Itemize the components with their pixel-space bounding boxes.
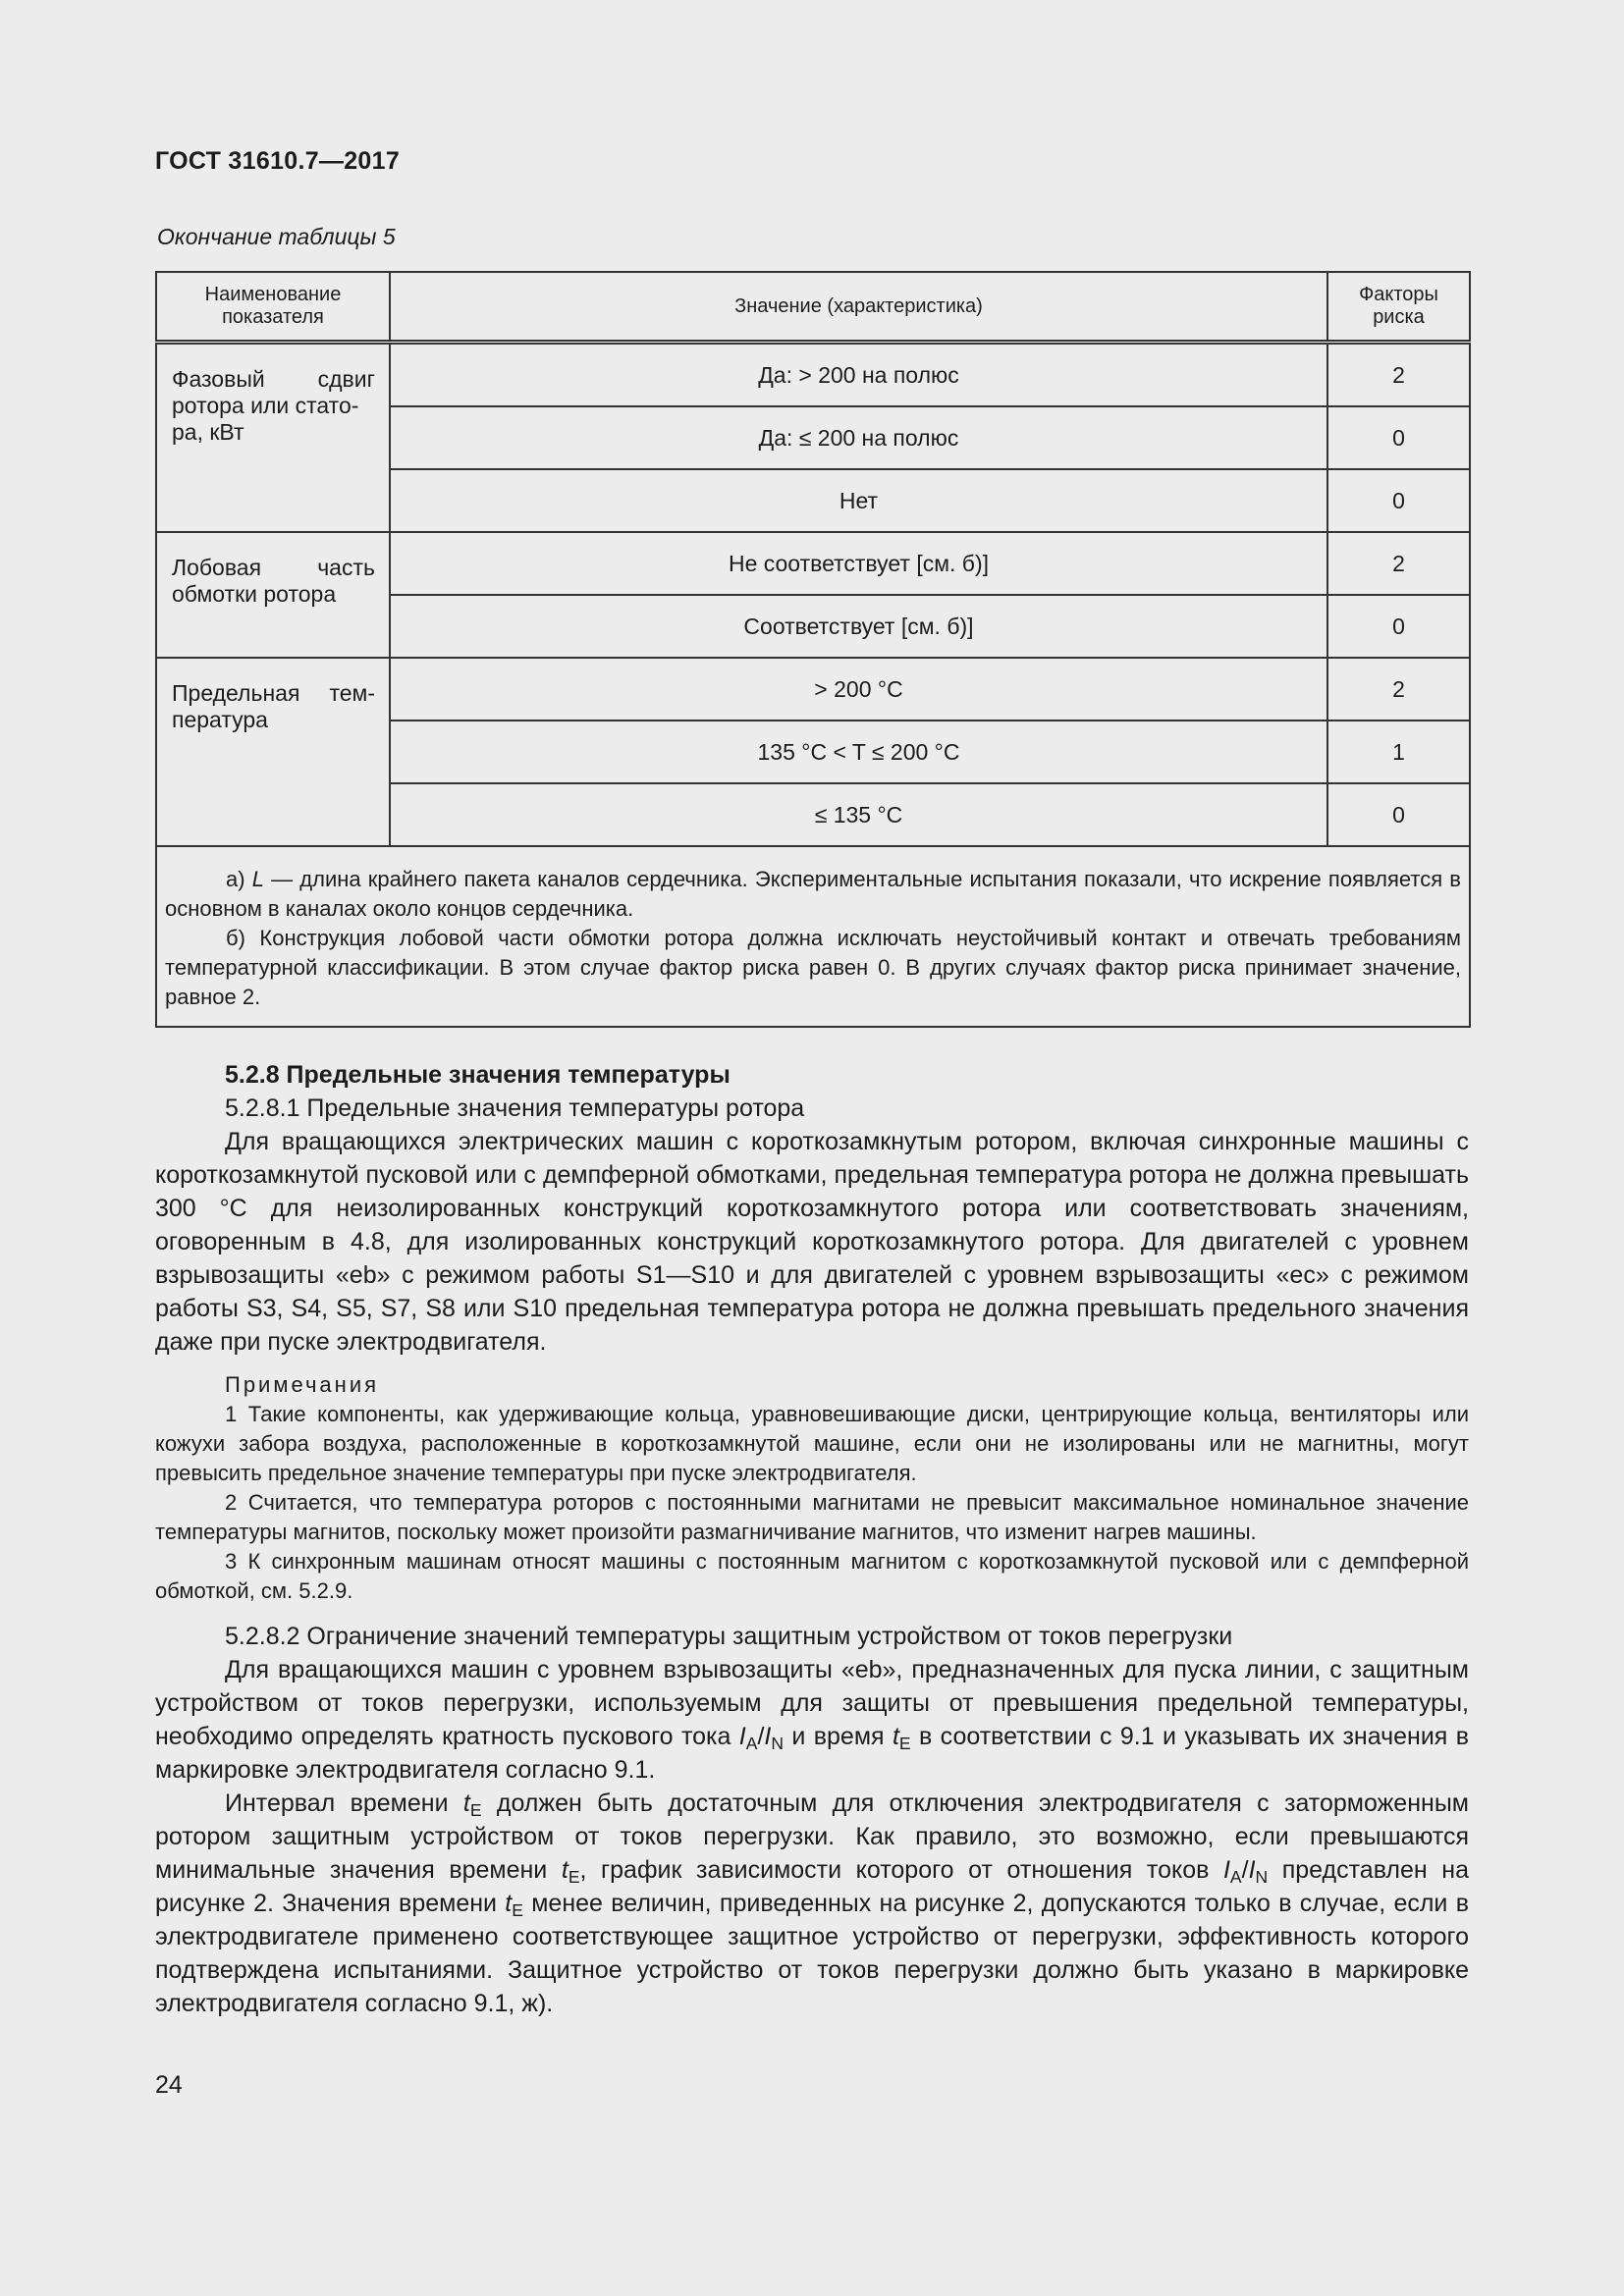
notes-block <box>155 1370 1469 1606</box>
risk-factor: 1 <box>1327 721 1470 783</box>
param-value: Нет <box>390 469 1327 532</box>
header-risk: Факторы риска <box>1327 272 1470 343</box>
table-caption: Окончание таблицы 5 <box>157 224 396 249</box>
risk-factor: 0 <box>1327 406 1470 469</box>
notes-title: Примечания <box>225 1372 380 1397</box>
table-notes <box>156 846 1470 1027</box>
table-5 <box>155 271 1471 1028</box>
paragraph: Интервал времени $t_E$ должен быть достаточным для отключения электродвигателя с заторможенным ротором защитным устройством от токов перегрузки. Как правило, это возможно, если превышаются минимальные значения времени $t_E$, график зависимости которого от отношения токов $I_A/I_N$ представлен на рисунке 2. Значения времени $t_E$ менее величин, приведенных на рисунке 2, допускаются только в случае, если в электродвигателе применено соответствующее защитное устройство от перегрузки, эффективность которого подтверждена испытаниями. Защитное устройство от токов перегрузки должно быть указано в маркировке электродвигателя согласно 9.1, ж). <box>155 1789 1469 2017</box>
param-value: 135 °C < T ≤ 200 °C <box>390 721 1327 783</box>
param-value: > 200 °C <box>390 658 1327 721</box>
risk-factor: 0 <box>1327 469 1470 532</box>
risk-factor: 0 <box>1327 783 1470 846</box>
table-row <box>156 532 1470 595</box>
note-item: 1 Такие компоненты, как удерживающие кольца, уравновешивающие диски, центрирующие кольца, вентиляторы или кожухи забора воздуха, расположенные в короткозамкнутой машине, если они не изолированы или не магнитны, могут превысить предельное значение температуры при пуске электродвигателя. <box>155 1402 1469 1485</box>
param-name: Предельная тем- пература <box>156 658 390 846</box>
document-header: ГОСТ 31610.7—2017 <box>155 147 401 175</box>
risk-factor: 2 <box>1327 532 1470 595</box>
note-item: 3 К синхронным машинам относят машины с постоянным магнитом с короткозамкнутой пусковой или с демпферной обмоткой, см. 5.2.9. <box>155 1549 1469 1603</box>
note-item: 2 Считается, что температура роторов с постоянными магнитами не превысит максимальное номинальное значение температуры магнитов, поскольку может произойти размагничивание магнитов, что изменит нагрев машины. <box>155 1490 1469 1544</box>
note-a: а) L — длина крайнего пакета каналов сердечника. Экспериментальные испытания показали, что искрение появляется в основном в каналах около концов сердечника. <box>165 867 1461 921</box>
section-title: 5.2.8 Предельные значения температуры <box>225 1061 731 1089</box>
param-value: Да: ≤ 200 на полюс <box>390 406 1327 469</box>
subsection-title: 5.2.8.2 Ограничение значений температуры защитным устройством от токов перегрузки <box>225 1623 1233 1650</box>
subsection-title: 5.2.8.1 Предельные значения температуры ротора <box>225 1095 805 1122</box>
param-value: Да: > 200 на полюс <box>390 343 1327 407</box>
page-number: 24 <box>155 2071 183 2099</box>
paragraph: Для вращающихся электрических машин с короткозамкнутым ротором, включая синхронные машины с короткозамкнутой пусковой или с демпферной обмотками, предельная температура ротора не должна превышать 300 °C для неизолированных конструкций короткозамкнутого ротора или соответствовать значениям, оговоренным в 4.8, для изолированных конструкций короткозамкнутого ротора. Для двигателей с уровнем взрывозащиты «eb» с режимом работы S1—S10 и для двигателей с уровнем взрывозащиты «ec» с режимом работы S3, S4, S5, S7, S8 или S10 предельная температура ротора не должна превышать предельного значения даже при пуске электродвигателя. <box>155 1128 1469 1356</box>
table-row <box>156 343 1470 407</box>
param-value: Не соответствует [см. б)] <box>390 532 1327 595</box>
param-name: Фазовый сдвиг ротора или стато- ра, кВт <box>156 343 390 533</box>
table-header-row <box>156 272 1470 343</box>
paragraph: Для вращающихся машин с уровнем взрывозащиты «eb», предназначенных для пуска линии, с защитным устройством от токов перегрузки, используемым для защиты от превышения предельной температуры, необходимо определять кратность пускового тока $I_A/I_N$ и время $t_E$ в соответствии с 9.1 и указывать их значения в маркировке электродвигателя согласно 9.1. <box>155 1656 1469 1784</box>
param-name: Лобовая часть обмотки ротора <box>156 532 390 658</box>
risk-factor: 2 <box>1327 343 1470 407</box>
param-value: ≤ 135 °C <box>390 783 1327 846</box>
header-name: Наименование показателя <box>156 272 390 343</box>
table-notes-row <box>156 846 1470 1027</box>
table-row <box>156 658 1470 721</box>
section-body <box>155 1058 1469 2020</box>
header-value: Значение (характеристика) <box>390 272 1327 343</box>
param-value: Соответствует [см. б)] <box>390 595 1327 658</box>
risk-factor: 0 <box>1327 595 1470 658</box>
note-b: б) Конструкция лобовой части обмотки ротора должна исключать неустойчивый контакт и отвечать требованиям температурной классификации. В этом случае фактор риска равен 0. В других случаях фактор риска принимает значение, равное 2. <box>165 926 1461 1009</box>
risk-factor: 2 <box>1327 658 1470 721</box>
